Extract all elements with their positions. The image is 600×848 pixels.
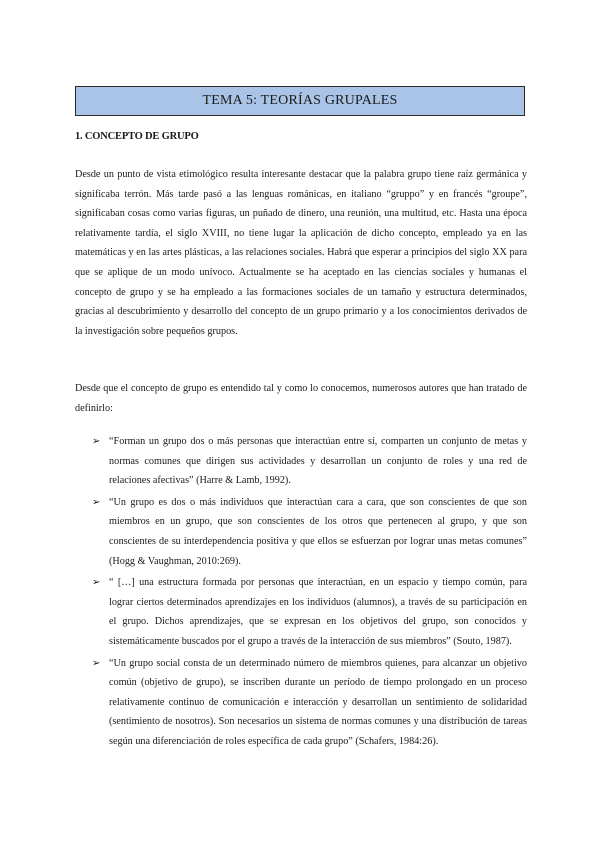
body-paragraph: Desde que el concepto de grupo es entendido tal y como lo conocemos, numerosos autores que han tratado de definirlo: [75, 383, 527, 414]
quote-list [75, 432, 527, 754]
quote-text: “Forman un grupo dos o más personas que interactúan entre sí, comparten un conjunto de metas y normas comunes que dirigen sus actividades y desarrollan un conjunto de roles y una red de relaciones afectivas” (Harre & Lamb, 1992). [109, 436, 527, 487]
body-paragraph: Desde un punto de vista etimológico resulta interesante destacar que la palabra grupo tiene raíz germánica y significaba terrón. Más tarde pasó a las lenguas románicas, en italiano “gruppo” y en francés “groupe”, significaban cosas como varias figuras, un puñado de dinero, una reunión, una multitud, etc. Hasta una época relativamente tardía, el siglo XVIII, no tiene lugar la aplicación de dicho concepto, empleado ya en las matemáticas y en las artes plásticas, a las relaciones sociales. Habrá que esperar a principios del siglo XX para que se aplique de un modo unívoco. Actualmente se ha aceptado en las ciencias sociales y humanas el concepto de grupo y se ha empleado a las formaciones sociales de un tamaño y estructura determinados, gracias al descubrimiento y desarrollo del concepto de un grupo primario y a los conocimientos derivados de la investigación sobre pequeños grupos. [75, 169, 527, 337]
arrow-bullet-icon: ➢ [92, 577, 101, 589]
quote-text: “Un grupo social consta de un determinado número de miembros quienes, para alcanzar un objetivo común (objetivo de grupo), se inscriben durante un período de tiempo prolongado en un proceso relativamente continuo de comunicación e interacción y desarrollan un sentimiento de solidaridad (sentimiento de nosotros). Son necesarios un sistema de normas comunes y una distribución de tareas según una diferenciación de roles específica de cada grupo” (Schafers, 1984:26). [109, 657, 527, 747]
arrow-bullet-icon: ➢ [92, 436, 101, 447]
quote-item [75, 573, 527, 651]
quote-text: “ […] una estructura formada por personas que interactúan, en un espacio y tiempo común, para lograr ciertos determinados aprendizajes en los individuos (alumnos), a través de su participación en el grupo. Dichos aprendizajes, que se expresan en los objetivos del grupo, son conocidos y sistemáticamente buscados por el grupo a través de la interacción de sus miembros” (Souto, 1987). [109, 577, 527, 647]
quote-text: “Un grupo es dos o más individuos que interactúan cara a cara, que son conscientes de que son miembros en un grupo, que son conscientes de los otros que pertenecen al grupo, y que son conscientes de su interdependencia positiva y que ellos se esfuerzan por lograr unas metas comunes” (Hogg & Vaughman, 2010:269). [109, 496, 527, 567]
quote-item [75, 654, 527, 752]
page-title [75, 86, 525, 116]
quote-item [75, 493, 527, 571]
arrow-bullet-icon: ➢ [92, 657, 101, 669]
page-title-text: TEMA 5: TEORÍAS GRUPALES [202, 93, 398, 108]
arrow-bullet-icon: ➢ [92, 496, 101, 508]
quote-item [75, 432, 527, 491]
section-heading: 1. CONCEPTO DE GRUPO [75, 131, 199, 142]
